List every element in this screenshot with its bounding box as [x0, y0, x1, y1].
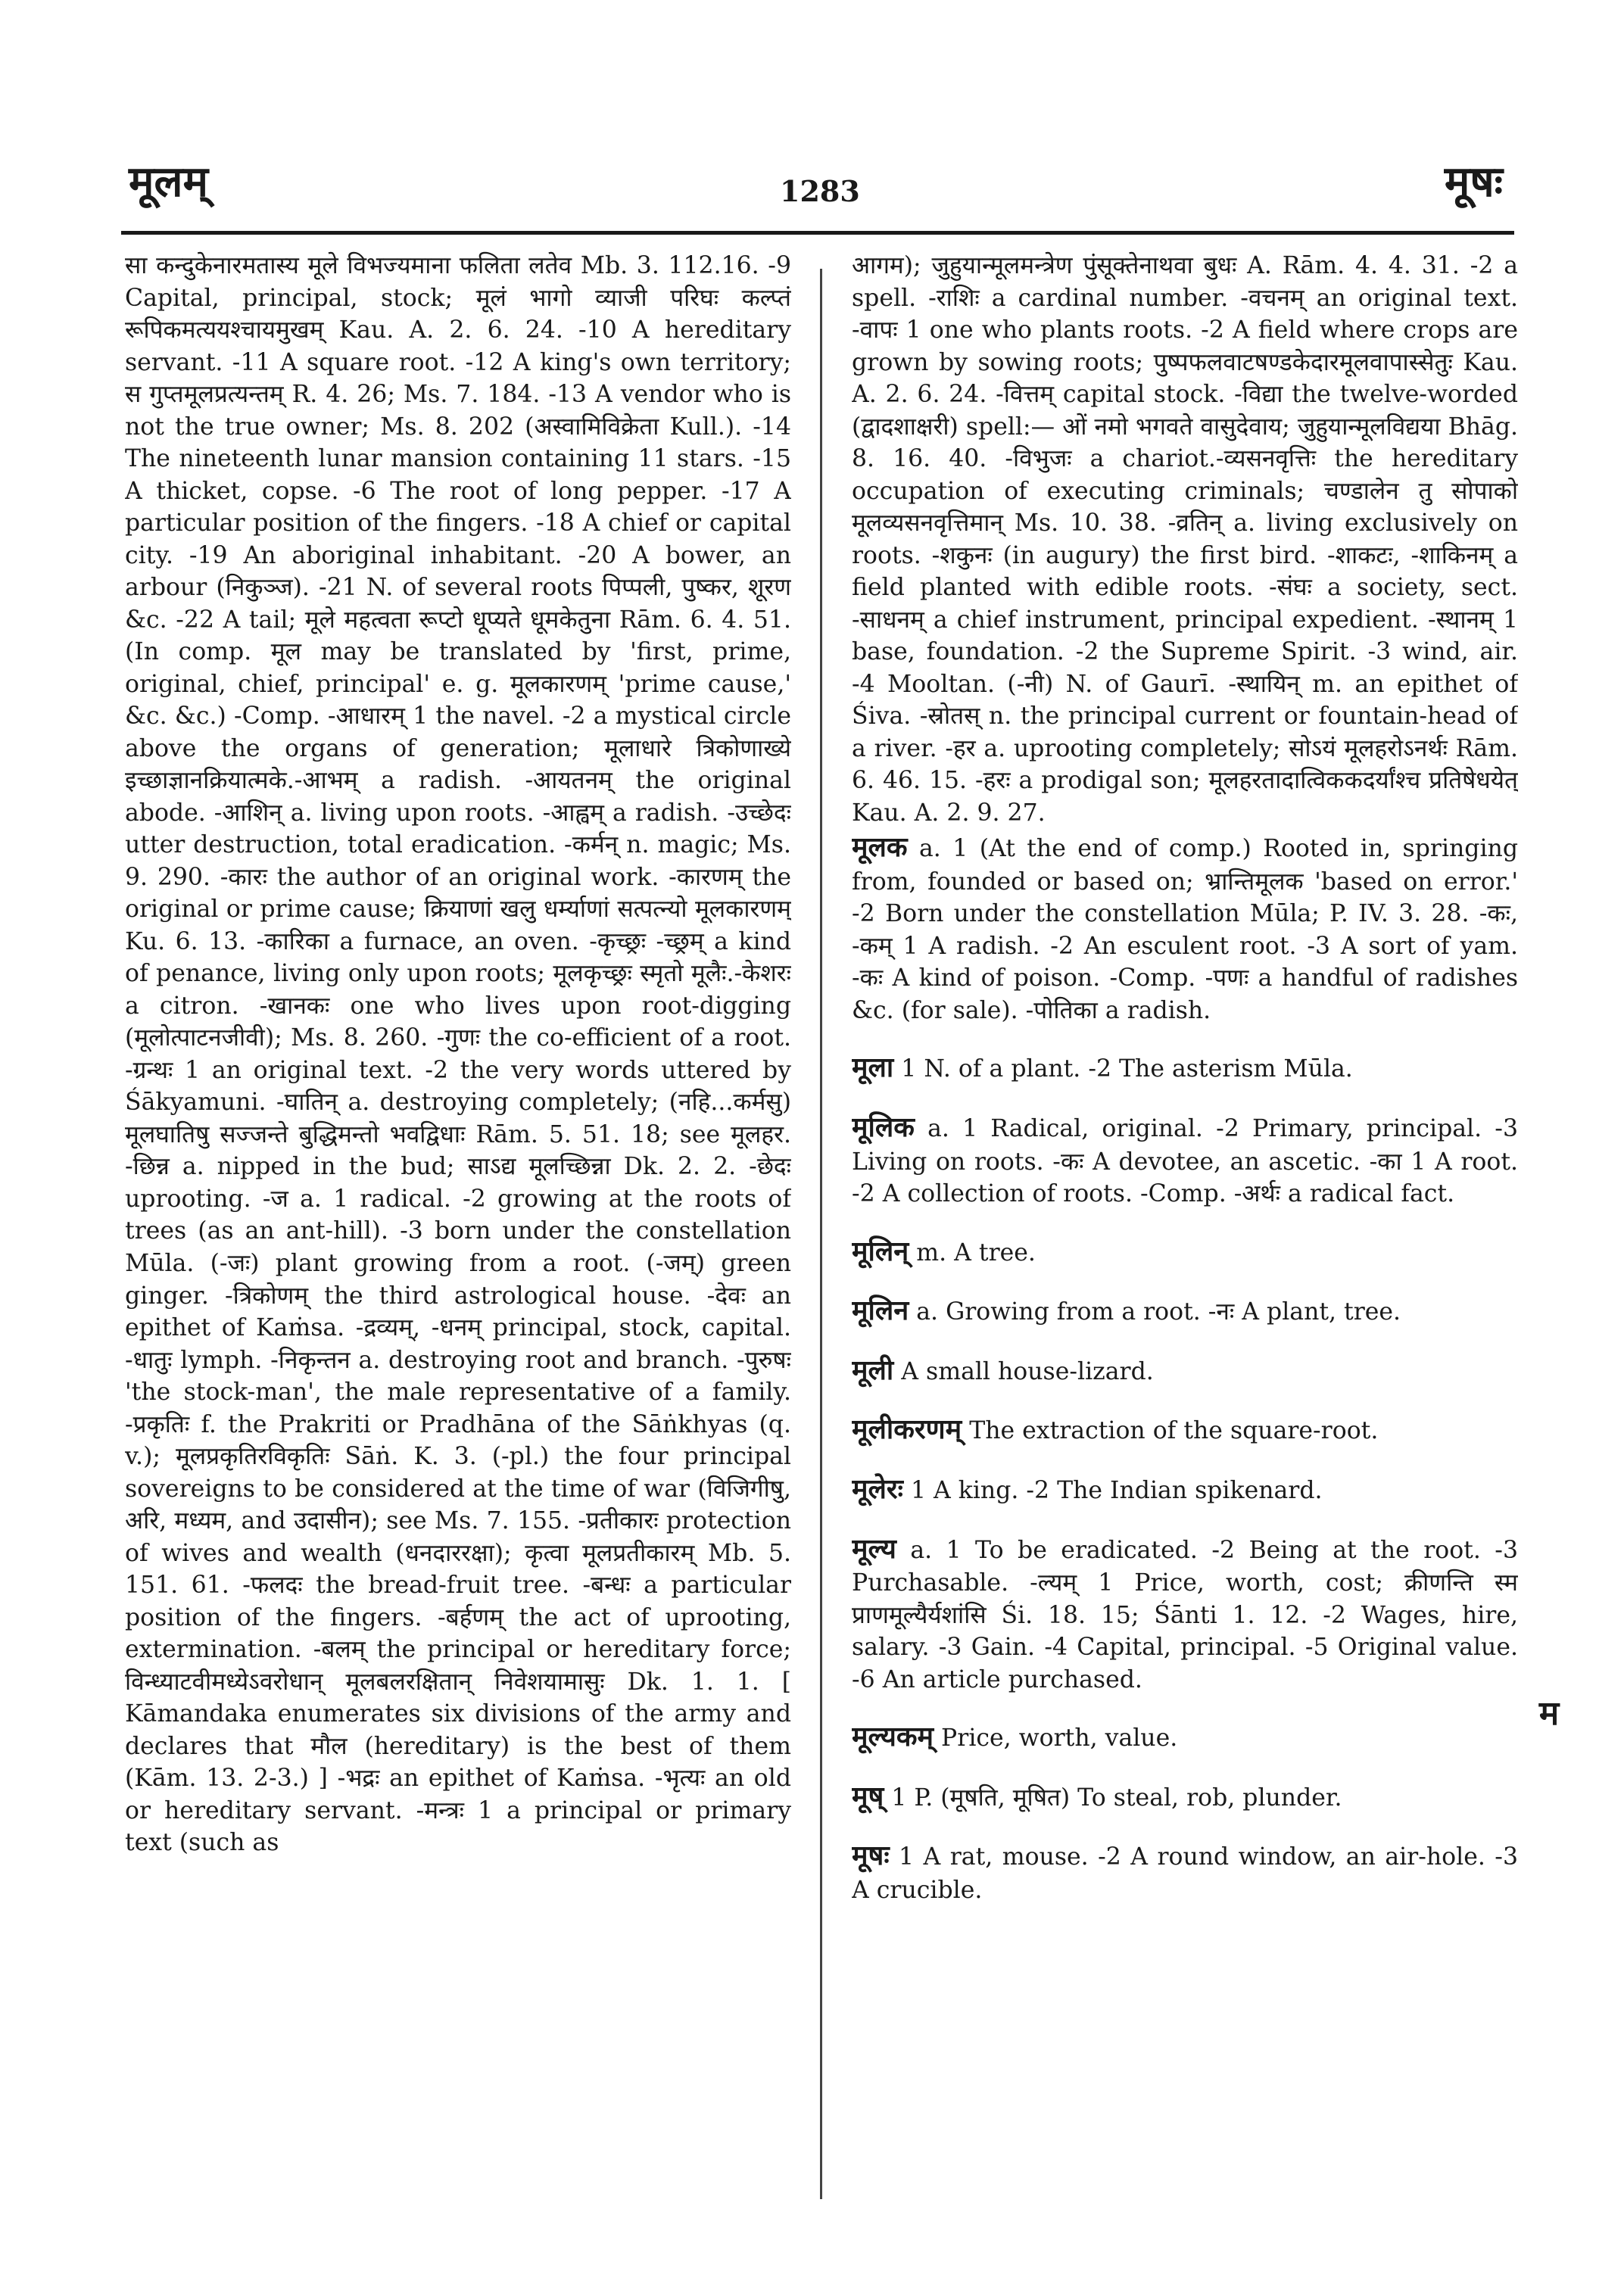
column-divider	[820, 269, 822, 2199]
entry-definition: a. Growing from a root. -नः A plant, tree.	[909, 1298, 1401, 1326]
entry-definition: m. A tree.	[909, 1238, 1036, 1266]
entry-definition: A small house-lizard.	[893, 1357, 1154, 1385]
entry-headword: मूष्	[852, 1780, 884, 1812]
entry-headword: मूलिन्	[852, 1235, 909, 1267]
entry-definition: 1 N. of a plant. -2 The asterism Mūla.	[893, 1055, 1353, 1083]
entry-headword: मूली	[852, 1354, 894, 1386]
dictionary-entry	[852, 1352, 1518, 1389]
dictionary-entry	[852, 1411, 1518, 1448]
entry-headword: मूल्यकम्	[852, 1721, 934, 1753]
page-number: 1283	[780, 174, 860, 208]
entry-headword: मूलक	[852, 831, 908, 864]
dictionary-entry	[852, 1837, 1518, 1906]
header-left-guide-word: मूलम्	[129, 157, 208, 207]
dictionary-entry	[852, 1778, 1518, 1815]
right-column	[852, 250, 1518, 2263]
left-column-text: सा कन्दुकेनारमतास्य मूले विभज्यमाना फलिता लतेव Mb. 3. 112.16. -9 Capital, principal, stock; मूलं भागो व्याजी परिघः कल्प्तं रूपिकमत्ययश्चायमुखम् Kau. A. 2. 6. 24. -10 A hereditary servant. -11 A square root. -12 A king's own territory; स गुप्तमूलप्रत्यन्तम् R. 4. 26; Ms. 7. 184. -13 A vendor who is not the true owner; Ms. 8. 202 (अस्वामिविक्रेता Kull.). -14 The nineteenth lunar mansion containing 11 stars. -15 A thicket, copse. -6 The root of long pepper. -17 A particular position of the fingers. -18 A chief or capital city. -19 An aboriginal inhabitant. -20 A bower, an arbour (निकुञ्ज). -21 N. of several roots पिप्पली, पुष्कर, शूरण &c. -22 A tail; मूले महत्वता रूप्टो धूप्यते धूमकेतुना Rām. 6. 4. 51. (In comp. मूल may be translated by 'first, prime, original, chief, principal' e. g. मूलकारणम् 'prime cause,' &c. &c.) -Comp. -आधारम् 1 the navel. -2 a mystical circle above the organs of generation; मूलाधारे त्रिकोणाख्ये इच्छाज्ञानक्रियात्मके.-आभम् a radish. -आयतनम् the original abode. -आशिन् a. living upon roots. -आह्वम् a radish. -उच्छेदः utter destruction, total eradication. -कर्मन् n. magic; Ms. 9. 290. -कारः the author of an original work. -कारणम् the original or prime cause; क्रियाणां खलु धर्म्याणां सत्पत्न्यो मूलकारणम् Ku. 6. 13. -कारिका a furnace, an oven. -कृच्छ्रः -च्छ्रम् a kind of penance, living only upon roots; मूलकृच्छ्रः स्मृतो मूलैः.-केशरः a citron. -खानकः one who lives upon root-digging (मूलोत्पाटनजीवी); Ms. 8. 260. -गुणः the co-efficient of a root. -ग्रन्थः 1 an original text. -2 the very words uttered by Śākyamuni. -घातिन् a. destroying completely; (नहि...कर्मसु) मूलघातिषु सज्जन्ते बुद्धिमन्तो भवद्विधाः Rām. 5. 51. 18; see मूलहर. -छिन्न a. nipped in the bud; साऽद्य मूलच्छिन्ना Dk. 2. 2. -छेदः uprooting. -ज a. 1 radical. -2 growing at the roots of trees (as an ant-hill). -3 born under the constellation Mūla. (-जः) plant growing from a root. (-जम्) green ginger. -त्रिकोणम् the third astrological house. -देवः an epithet of Kaṁsa. -द्रव्यम्, -धनम् principal, stock, capital. -धातुः lymph. -निकृन्तन a. destroying root and branch. -पुरुषः 'the stock-man', the male representative of a family. -प्रकृतिः f. the Prakriti or Pradhāna of the Sāṅkhyas (q. v.); मूलप्रकृतिरविकृतिः Sāṅ. K. 3. (-pl.) the four principal sovereigns to be considered at the time of war (विजिगीषु, अरि, मध्यम, and उदासीन); see Ms. 7. 155. -प्रतीकारः protection of wives and wealth (धनदाररक्षा); कृत्वा मूलप्रतीकारम् Mb. 5. 151. 61. -फलदः the bread-fruit tree. -बन्धः a particular position of the fingers. -बर्हणम् the act of uprooting, extermination. -बलम् the principal or hereditary force; विन्ध्याटवीमध्येऽवरोधान् मूलबलरक्षितान् निवेशयामासुः Dk. 1. 1. [ Kāmandaka enumerates six divisions of the army and declares that मौल (hereditary) is the best of them (Kām. 13. 2-3.) ] -भद्रः an epithet of Kaṁsa. -भृत्यः an old or hereditary servant. -मन्त्रः 1 a principal or primary text (such as	[125, 252, 791, 1857]
entry-headword: मूलिक	[852, 1111, 915, 1144]
entry-definition: a. 1 To be eradicated. -2 Being at the root. -3 Purchasable. -ल्यम् 1 Price, worth, cost; क्रीणन्ति स्म प्राणमूल्यैर्यशांसि Śi. 18. 15; Śānti 1. 12. -2 Wages, hire, salary. -3 Gain. -4 Capital, principal. -5 Original value. -6 An article purchased.	[852, 1536, 1518, 1693]
dictionary-entry	[852, 1109, 1518, 1210]
thumb-index-tab: म	[1538, 1694, 1560, 1733]
dictionary-entry	[852, 1049, 1518, 1086]
entry-definition: a. 1 (At the end of comp.) Rooted in, springing from, founded or based on; भ्रान्तिमूलक 'based on error.' -2 Born under the constellation Mūla; P. IV. 3. 28. -कः, -कम् 1 A radish. -2 An esculent root. -3 A sort of yam. -कः A kind of poison. -Comp. -पणः a handful of radishes &c. (for sale). -पोतिका a radish.	[852, 835, 1518, 1024]
entry-headword: मूलीकरणम्	[852, 1413, 962, 1446]
dictionary-entry	[852, 1233, 1518, 1270]
dictionary-entry	[852, 1531, 1518, 1696]
entry-definition: 1 A rat, mouse. -2 A round window, an air-hole. -3 A crucible.	[852, 1843, 1518, 1905]
entry-definition: 1 P. (मूषति, मूषित) To steal, rob, plunder.	[884, 1784, 1342, 1812]
dictionary-entry	[852, 1718, 1518, 1756]
header-rule	[121, 231, 1514, 235]
entry-headword: मूला	[852, 1051, 894, 1084]
entry-headword: मूषः	[852, 1840, 890, 1872]
entry-definition: Price, worth, value.	[934, 1724, 1178, 1752]
entry-headword: मूलिन	[852, 1294, 909, 1327]
entry-definition: a. 1 Radical, original. -2 Primary, principal. -3 Living on roots. -कः A devotee, an ascetic. -का 1 A root. -2 A collection of roots. -Comp. -अर्थः a radical fact.	[852, 1115, 1518, 1208]
dictionary-entry	[852, 1471, 1518, 1508]
entry-definition: 1 A king. -2 The Indian spikenard.	[902, 1477, 1323, 1505]
entry-headword: मूलेरः	[852, 1473, 903, 1506]
left-column	[125, 250, 791, 2263]
dictionary-entry	[852, 829, 1518, 1027]
header-right-guide-word: मूषः	[1444, 157, 1503, 207]
right-column-continuation: आगम); जुहुयान्मूलमन्त्रेण पुंसूक्तेनाथवा बुधः A. Rām. 4. 4. 31. -2 a spell. -राशिः a cardinal number. -वचनम् an original text. -वापः 1 one who plants roots. -2 A field where crops are grown by sowing roots; पुष्पफलवाटषण्डकेदारमूलवापास्सेतुः Kau. A. 2. 6. 24. -वित्तम् capital stock. -विद्या the twelve-worded (द्वादशाक्षरी) spell:— ओं नमो भगवते वासुदेवाय; जुहुयान्मूलविद्यया Bhāg. 8. 16. 40. -विभुजः a chariot.-व्यसनवृत्तिः the hereditary occupation of executing criminals; चण्डालेन तु सोपाको मूलव्यसनवृत्तिमान् Ms. 10. 38. -व्रतिन् a. living exclusively on roots. -शकुनः (in augury) the first bird. -शाकटः, -शाकिनम् a field planted with edible roots. -संघः a society, sect. -साधनम् a chief instrument, principal expedient. -स्थानम् 1 base, foundation. -2 the Supreme Spirit. -3 wind, air. -4 Mooltan. (-नी) N. of Gaurī. -स्थायिन् m. an epithet of Śiva. -स्रोतस् n. the principal current or fountain-head of a river. -हर a. uprooting completely; सोऽयं मूलहरोऽनर्थः Rām. 6. 46. 15. -हरः a prodigal son; मूलहरतादात्विककदर्यांश्च प्रतिषेधयेत् Kau. A. 2. 9. 27.	[852, 252, 1518, 827]
dictionary-entry	[852, 1292, 1518, 1329]
entry-definition: The extraction of the square-root.	[962, 1417, 1379, 1445]
page-header	[0, 0, 1624, 250]
entry-headword: मूल्य	[852, 1532, 896, 1565]
